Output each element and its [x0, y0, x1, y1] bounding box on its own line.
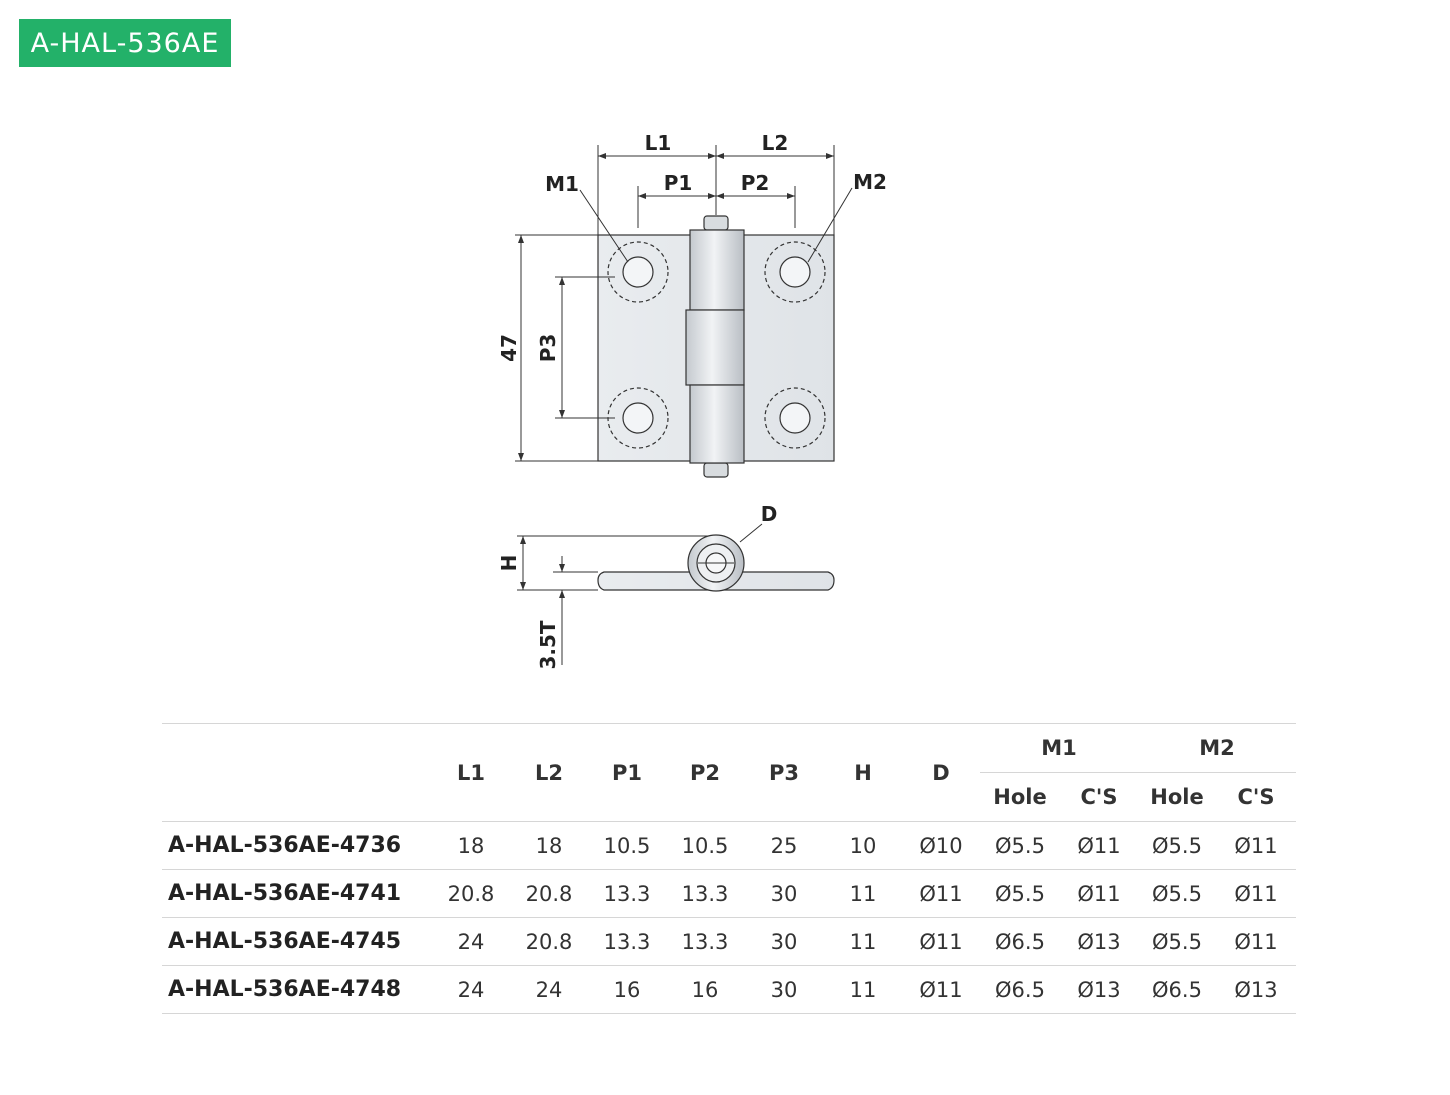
cell-l1: 20.8 [432, 870, 510, 918]
label-h: H [497, 554, 521, 572]
cell-l2: 18 [510, 822, 588, 870]
table-header-l2: L2 [510, 724, 588, 822]
cell-m2-hole: Ø5.5 [1138, 870, 1216, 918]
cell-p2: 16 [666, 966, 744, 1014]
cell-h: 10 [824, 822, 902, 870]
cell-d: Ø11 [902, 966, 980, 1014]
cell-p1: 10.5 [588, 822, 666, 870]
cell-l2: 20.8 [510, 870, 588, 918]
cell-l1: 24 [432, 966, 510, 1014]
hinge-side-view [598, 535, 834, 591]
cell-h: 11 [824, 918, 902, 966]
table-row [162, 870, 1296, 918]
cell-d: Ø10 [902, 822, 980, 870]
cell-l1: 18 [432, 822, 510, 870]
part-number: A-HAL-536AE-4736 [162, 822, 432, 870]
part-number: A-HAL-536AE-4748 [162, 966, 432, 1014]
table-header-p2: P2 [666, 724, 744, 822]
cell-p3: 30 [744, 870, 824, 918]
table-row [162, 966, 1296, 1014]
cell-h: 11 [824, 966, 902, 1014]
label-l2: L2 [761, 131, 789, 155]
cell-l2: 20.8 [510, 918, 588, 966]
cell-m2-cs: Ø11 [1216, 822, 1296, 870]
label-m2: M2 [853, 170, 887, 194]
cell-p2: 10.5 [666, 822, 744, 870]
cell-m2-cs: Ø11 [1216, 918, 1296, 966]
cell-m1-hole: Ø5.5 [980, 822, 1060, 870]
table-header-blank [162, 724, 432, 822]
table-subheader-m2-hole: Hole [1150, 785, 1204, 809]
label-d: D [760, 502, 778, 526]
table-subheader-m1-hole: Hole [993, 785, 1047, 809]
cell-m1-cs: Ø11 [1060, 870, 1138, 918]
cell-p1: 13.3 [588, 918, 666, 966]
label-p1: P1 [663, 171, 693, 195]
table-header-h: H [824, 724, 902, 822]
label-thickness: 3.5T [536, 620, 560, 670]
cell-m2-hole: Ø6.5 [1138, 966, 1216, 1014]
cell-l1: 24 [432, 918, 510, 966]
cell-m2-hole: Ø5.5 [1138, 918, 1216, 966]
table-row [162, 918, 1296, 966]
table-row [162, 822, 1296, 870]
cell-p2: 13.3 [666, 918, 744, 966]
label-m1: M1 [545, 172, 579, 196]
cell-p2: 13.3 [666, 870, 744, 918]
label-l1: L1 [644, 131, 672, 155]
cell-m2-cs: Ø13 [1216, 966, 1296, 1014]
part-number: A-HAL-536AE-4741 [162, 870, 432, 918]
cell-p3: 30 [744, 918, 824, 966]
cell-m1-cs: Ø13 [1060, 918, 1138, 966]
cell-m2-hole: Ø5.5 [1138, 822, 1216, 870]
spec-table [162, 723, 1296, 1014]
cell-m2-cs: Ø11 [1216, 870, 1296, 918]
label-p3: P3 [536, 333, 560, 363]
cell-m1-cs: Ø13 [1060, 966, 1138, 1014]
table-header-l1: L1 [432, 724, 510, 822]
cell-p3: 30 [744, 966, 824, 1014]
model-badge: A-HAL-536AE [19, 19, 231, 67]
table-header-m2: M2 [1138, 724, 1296, 773]
cell-m1-hole: Ø5.5 [980, 870, 1060, 918]
label-p2: P2 [740, 171, 770, 195]
table-subheader-m1-cs: C'S [1080, 785, 1118, 809]
part-number: A-HAL-536AE-4745 [162, 918, 432, 966]
table-header-p1: P1 [588, 724, 666, 822]
cell-d: Ø11 [902, 870, 980, 918]
table-header-p3: P3 [744, 724, 824, 822]
cell-m1-hole: Ø6.5 [980, 966, 1060, 1014]
cell-d: Ø11 [902, 918, 980, 966]
cell-l2: 24 [510, 966, 588, 1014]
label-height: 47 [497, 334, 521, 362]
cell-p1: 16 [588, 966, 666, 1014]
cell-m1-cs: Ø11 [1060, 822, 1138, 870]
cell-p3: 25 [744, 822, 824, 870]
table-header-row [162, 724, 1296, 773]
table-subheader-m2-cs: C'S [1237, 785, 1275, 809]
table-header-d: D [902, 724, 980, 822]
table-header-m1: M1 [980, 724, 1138, 773]
cell-h: 11 [824, 870, 902, 918]
cell-p1: 13.3 [588, 870, 666, 918]
cell-m1-hole: Ø6.5 [980, 918, 1060, 966]
hinge-top-view [598, 216, 834, 477]
